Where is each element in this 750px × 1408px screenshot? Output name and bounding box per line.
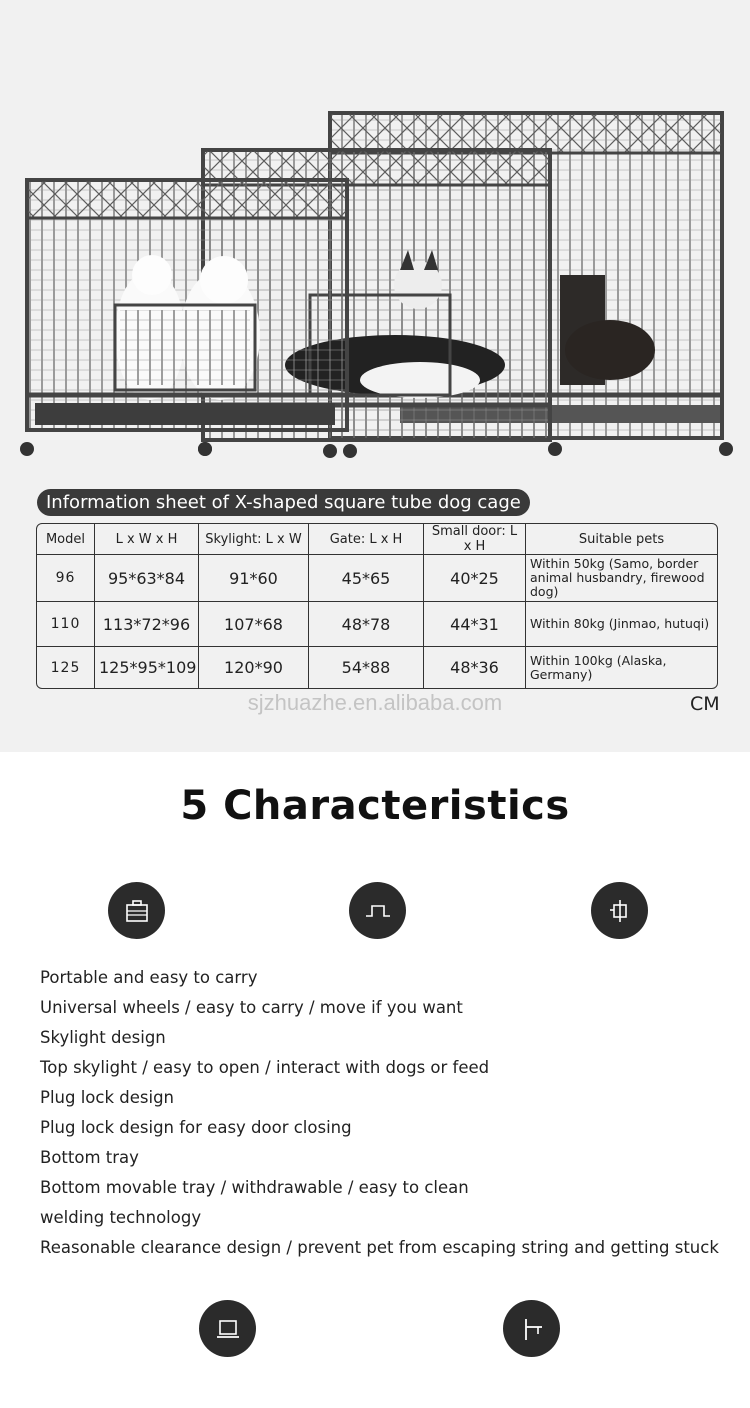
- feature-line: Reasonable clearance design / prevent pet from escaping string and getting stuck: [40, 1238, 719, 1257]
- cell-suitable-pets: Within 80kg (Jinmao, hutuqi): [526, 602, 717, 647]
- info-sheet-title: Information sheet of X-shaped square tube dog cage: [37, 489, 530, 516]
- dog-cages-photo: [0, 95, 750, 465]
- plug-lock-icon: [591, 882, 648, 939]
- cell-small-door: 48*36: [424, 647, 526, 688]
- cell-model: 110: [37, 602, 95, 647]
- cell-gate: 54*88: [309, 647, 424, 688]
- table-row: [37, 602, 717, 647]
- cell-gate: 45*65: [309, 555, 424, 602]
- cell-small-door: 44*31: [424, 602, 526, 647]
- feature-line: Universal wheels / easy to carry / move if you want: [40, 998, 463, 1017]
- tray-icon: [199, 1300, 256, 1357]
- cell-small-door: 40*25: [424, 555, 526, 602]
- cell-gate: 48*78: [309, 602, 424, 647]
- feature-line: Portable and easy to carry: [40, 968, 258, 987]
- feature-line: Plug lock design: [40, 1088, 174, 1107]
- header-gate: Gate: L x H: [309, 524, 424, 555]
- feature-line: Bottom movable tray / withdrawable / easy to clean: [40, 1178, 469, 1197]
- table-row: [37, 555, 717, 602]
- cell-dimensions: 95*63*84: [95, 555, 199, 602]
- cell-suitable-pets: Within 50kg (Samo, border animal husbandry, firewood dog): [526, 555, 717, 602]
- header-dimensions: L x W x H: [95, 524, 199, 555]
- cell-model: 125: [37, 647, 95, 688]
- cell-model: 96: [37, 555, 95, 602]
- feature-line: Skylight design: [40, 1028, 166, 1047]
- feature-line: welding technology: [40, 1208, 202, 1227]
- header-skylight: Skylight: L x W: [199, 524, 309, 555]
- cell-skylight: 91*60: [199, 555, 309, 602]
- table-row: [37, 647, 717, 688]
- small-cage: [20, 180, 347, 456]
- cell-skylight: 107*68: [199, 602, 309, 647]
- cell-dimensions: 113*72*96: [95, 602, 199, 647]
- header-small-door: Small door: L x H: [424, 524, 526, 555]
- cell-dimensions: 125*95*109: [95, 647, 199, 688]
- unit-label: CM: [690, 693, 720, 715]
- feature-line: Bottom tray: [40, 1148, 139, 1167]
- portable-icon: [108, 882, 165, 939]
- feature-line: Top skylight / easy to open / interact with dogs or feed: [40, 1058, 490, 1077]
- characteristics-heading: 5 Characteristics: [180, 783, 570, 829]
- features-list: [40, 964, 740, 1264]
- table-header-row: [37, 524, 717, 555]
- watermark: sjzhuazhe.en.alibaba.com: [247, 690, 503, 715]
- spec-table: [36, 523, 718, 689]
- header-model: Model: [37, 524, 95, 555]
- cell-suitable-pets: Within 100kg (Alaska, Germany): [530, 652, 667, 682]
- welding-icon: [503, 1300, 560, 1357]
- cell-skylight: 120*90: [199, 647, 309, 688]
- skylight-icon: [349, 882, 406, 939]
- header-suitable-pets: Suitable pets: [526, 524, 717, 555]
- feature-line: Plug lock design for easy door closing: [40, 1118, 352, 1137]
